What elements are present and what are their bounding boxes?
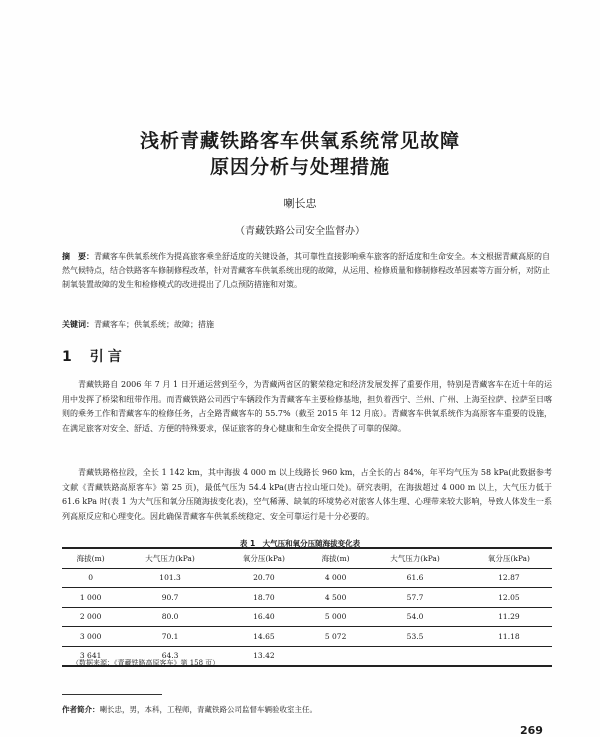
keywords-text: 青藏客车；供氧系统；故障；措施 bbox=[94, 320, 214, 329]
table-cell: 0 bbox=[62, 568, 119, 588]
paper-title bbox=[0, 128, 600, 180]
table-cell: 11.29 bbox=[466, 607, 552, 627]
table-cell bbox=[307, 646, 364, 666]
section-title: 引言 bbox=[89, 349, 126, 365]
table-cell: 12.87 bbox=[466, 568, 552, 588]
page-number: 269 bbox=[520, 724, 543, 737]
table-cell bbox=[364, 646, 466, 666]
author-footnote-text: 喇长忠，男，本科，工程师，青藏铁路公司监督车辆验收室主任。 bbox=[99, 705, 317, 714]
table-header-cell: 大气压力(kPa) bbox=[119, 548, 221, 568]
table-cell: 11.18 bbox=[466, 627, 552, 647]
author-affiliation: （青藏铁路公司安全监督办） bbox=[235, 226, 365, 237]
section-number: 1 bbox=[62, 349, 76, 365]
table-cell: 1 000 bbox=[62, 588, 119, 608]
table-cell: 90.7 bbox=[119, 588, 221, 608]
table-header-cell: 氧分压(kPa) bbox=[466, 548, 552, 568]
paragraph-2: 青藏铁路格拉段，全长 1 142 km，其中海拔 4 000 m 以上线路长 960 km，占全长的占 84%，年平均气压为 58 kPa(此数据参考文献《青藏铁路高原客车》第 25 页)，最低气压为 54.4 kPa(唐古拉山垭口处)。研究表明，在海拔超过 4 000 m 以上，大气压力低于 61.6 kPa 时(表 1 为大气压和氧分压随海拔变化表)，空气稀薄、缺氧的环境势必对旅客人体生理、心理带来较大影响，导致人体发生一系列高原反应和心理变化。因此确保青藏客车供氧系统稳定、安全可靠运行是十分必要的。 bbox=[62, 468, 552, 521]
table-cell: 14.65 bbox=[221, 627, 307, 647]
table-header-row bbox=[62, 548, 552, 568]
keywords-label: 关键词： bbox=[62, 320, 94, 329]
section-heading bbox=[62, 346, 126, 366]
table-cell: 4 000 bbox=[307, 568, 364, 588]
table-cell: 20.70 bbox=[221, 568, 307, 588]
table-cell bbox=[466, 646, 552, 666]
paragraph-1: 青藏铁路自 2006 年 7 月 1 日开通运营到至今，为青藏两省区的繁荣稳定和经济发展发挥了重要作用，特别是青藏客车在近十年的运用中发挥了桥梁和纽带作用。而青藏铁路公司西宁车辆段作为青藏客车主要检修基地，担负着西宁、兰州、广州、上海至拉萨、拉萨至日喀则的乘务工作和青藏客车的检修任务，占全路青藏客车的 55.7%（截至 2015 年 12 月底）。青藏客车供氧系统作为高原客车重要的设施，在满足旅客对安全、舒适、方便的特殊要求，保证旅客的身心健康和生命安全提供了可靠的保障。 bbox=[62, 380, 552, 433]
table-cell: 3 000 bbox=[62, 627, 119, 647]
table-cell: 80.0 bbox=[119, 607, 221, 627]
table-cell: 12.05 bbox=[466, 588, 552, 608]
table-cell: 4 500 bbox=[307, 588, 364, 608]
table-cell: 61.6 bbox=[364, 568, 466, 588]
title-line-1: 浅析青藏铁路客车供氧系统常见故障 bbox=[139, 130, 460, 152]
footnote-divider bbox=[62, 694, 162, 695]
abstract-text: 青藏客车供氧系统作为提高旅客乘坐舒适度的关键设备，其可靠性直接影响乘车旅客的舒适度和生命安全。本文根据青藏高原的自然气候特点，结合铁路客车修制修程改革，针对青藏客车供氧系统出现的故障，从运用、检修质量和修制修程改革因素等方面分析，对防止制氧装置故障的发生和检修模式的改进提出了几点预防措施和对策。 bbox=[62, 252, 550, 289]
table-cell: 16.40 bbox=[221, 607, 307, 627]
table-cell: 13.42 bbox=[221, 646, 307, 666]
title-line-2: 原因分析与处理措施 bbox=[209, 156, 390, 178]
abstract-label: 摘 要： bbox=[62, 252, 94, 261]
table-cell: 5 072 bbox=[307, 627, 364, 647]
table-cell: 64.3 bbox=[119, 646, 221, 666]
table-cell: 2 000 bbox=[62, 607, 119, 627]
table-cell: 70.1 bbox=[119, 627, 221, 647]
author-footnote-label: 作者简介： bbox=[62, 705, 100, 714]
table-header-cell: 氧分压(kPa) bbox=[221, 548, 307, 568]
table-cell: 3 641 bbox=[62, 646, 119, 666]
table-header-cell: 海拔(m) bbox=[62, 548, 119, 568]
table-header-cell: 大气压力(kPa) bbox=[364, 548, 466, 568]
table-caption: 表 1 大气压和氧分压随海拔变化表 bbox=[239, 539, 361, 548]
keywords bbox=[62, 318, 552, 332]
table-source-note: （数据来源：《青藏铁路高原客车》第 158 页） bbox=[72, 659, 220, 667]
table-cell: 54.0 bbox=[364, 607, 466, 627]
table-cell: 5 000 bbox=[307, 607, 364, 627]
table-row bbox=[62, 568, 552, 588]
author-footnote bbox=[62, 704, 317, 715]
table-cell: 57.7 bbox=[364, 588, 466, 608]
table-cell: 53.5 bbox=[364, 627, 466, 647]
table-row bbox=[62, 607, 552, 627]
table-cell: 101.3 bbox=[119, 568, 221, 588]
abstract bbox=[62, 250, 552, 292]
altitude-pressure-table bbox=[62, 547, 552, 667]
author-name: 喇长忠 bbox=[283, 197, 317, 210]
table-cell: 18.70 bbox=[221, 588, 307, 608]
table-row bbox=[62, 627, 552, 647]
table-row bbox=[62, 588, 552, 608]
table-header-cell: 海拔(m) bbox=[307, 548, 364, 568]
